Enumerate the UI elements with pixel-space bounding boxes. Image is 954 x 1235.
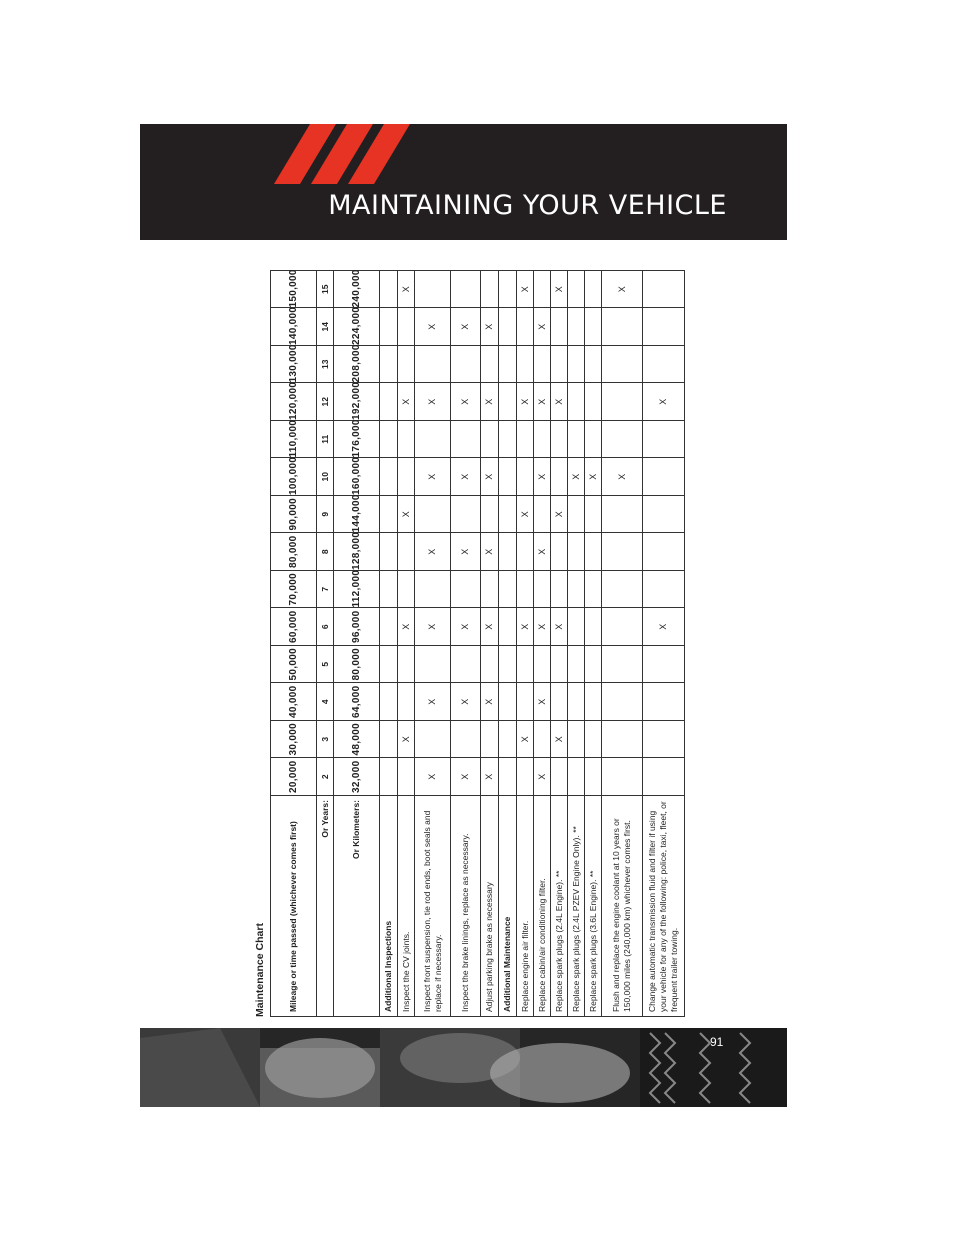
years-value: 6	[317, 608, 334, 646]
maintenance-item-row	[481, 271, 499, 1017]
empty-cell	[585, 646, 602, 684]
service-mark: X	[398, 271, 415, 309]
service-mark: X	[451, 683, 481, 721]
empty-cell	[499, 421, 517, 459]
empty-cell	[380, 383, 398, 421]
miles-value: 150,000	[271, 271, 317, 309]
empty-cell	[643, 683, 685, 721]
service-mark: X	[451, 308, 481, 346]
service-mark: X	[451, 383, 481, 421]
service-mark: X	[415, 308, 451, 346]
empty-cell	[643, 421, 685, 459]
miles-value: 40,000	[271, 683, 317, 721]
service-mark: X	[481, 383, 499, 421]
empty-cell	[517, 421, 534, 459]
empty-cell	[602, 571, 643, 609]
empty-cell	[499, 458, 517, 496]
maintenance-item-label: Replace cabin/air conditioning filter.	[534, 796, 551, 1017]
empty-cell	[398, 421, 415, 459]
years-value: 13	[317, 346, 334, 384]
maintenance-item-label: Adjust parking brake as necessary	[481, 796, 499, 1017]
service-mark: X	[643, 608, 685, 646]
empty-cell	[415, 721, 451, 759]
empty-cell	[499, 571, 517, 609]
years-value: 9	[317, 496, 334, 534]
empty-cell	[517, 458, 534, 496]
empty-cell	[451, 721, 481, 759]
kilometers-value: 32,000	[334, 758, 380, 796]
maintenance-item-row	[551, 271, 568, 1017]
kilometers-value: 160,000	[334, 458, 380, 496]
empty-cell	[585, 758, 602, 796]
empty-cell	[380, 458, 398, 496]
empty-cell	[551, 346, 568, 384]
empty-cell	[568, 608, 585, 646]
empty-cell	[568, 271, 585, 309]
kilometers-value: 176,000	[334, 421, 380, 459]
years-row	[317, 271, 334, 1017]
service-mark: X	[551, 383, 568, 421]
maintenance-item-label: Replace engine air filter.	[517, 796, 534, 1017]
miles-value: 30,000	[271, 721, 317, 759]
miles-value: 100,000	[271, 458, 317, 496]
empty-cell	[534, 271, 551, 309]
empty-cell	[643, 346, 685, 384]
section-title: Additional Maintenance	[499, 796, 517, 1017]
empty-cell	[499, 496, 517, 534]
service-mark: X	[415, 758, 451, 796]
kilometers-row	[334, 271, 380, 1017]
miles-value: 80,000	[271, 533, 317, 571]
empty-cell	[499, 758, 517, 796]
years-value: 7	[317, 571, 334, 609]
empty-cell	[585, 346, 602, 384]
empty-cell	[551, 458, 568, 496]
kilometers-value: 128,000	[334, 533, 380, 571]
empty-cell	[499, 271, 517, 309]
empty-cell	[551, 533, 568, 571]
maintenance-item-label: Replace spark plugs (3.6L Engine). **	[585, 796, 602, 1017]
empty-cell	[568, 646, 585, 684]
empty-cell	[602, 496, 643, 534]
kilometers-value: 240,000	[334, 271, 380, 309]
kilometers-value: 80,000	[334, 646, 380, 684]
maintenance-item-label: Inspect front suspension, tie rod ends, boot seals and replace if necessary.	[415, 796, 451, 1017]
years-value: 5	[317, 646, 334, 684]
years-value: 4	[317, 683, 334, 721]
empty-cell	[451, 346, 481, 384]
empty-cell	[602, 608, 643, 646]
empty-cell	[517, 758, 534, 796]
service-mark: X	[481, 458, 499, 496]
empty-cell	[534, 496, 551, 534]
service-mark: X	[481, 683, 499, 721]
empty-cell	[585, 571, 602, 609]
empty-cell	[415, 646, 451, 684]
empty-cell	[602, 383, 643, 421]
miles-value: 140,000	[271, 308, 317, 346]
years-header-label: Or Years:	[317, 796, 334, 1017]
miles-header-label: Mileage or time passed (whichever comes first)	[271, 796, 317, 1017]
empty-cell	[551, 571, 568, 609]
miles-value: 70,000	[271, 571, 317, 609]
empty-cell	[551, 683, 568, 721]
empty-cell	[398, 646, 415, 684]
empty-cell	[499, 646, 517, 684]
empty-cell	[568, 758, 585, 796]
empty-cell	[415, 271, 451, 309]
empty-cell	[517, 646, 534, 684]
empty-cell	[534, 571, 551, 609]
empty-cell	[380, 608, 398, 646]
empty-cell	[517, 571, 534, 609]
empty-cell	[451, 421, 481, 459]
empty-cell	[380, 271, 398, 309]
brand-stripes-logo	[140, 124, 787, 240]
service-mark: X	[398, 608, 415, 646]
service-mark: X	[415, 608, 451, 646]
service-mark: X	[643, 383, 685, 421]
years-value: 12	[317, 383, 334, 421]
empty-cell	[481, 496, 499, 534]
service-mark: X	[481, 608, 499, 646]
service-mark: X	[551, 496, 568, 534]
maintenance-item-label: Flush and replace the engine coolant at 10 years or 150,000 miles (240,000 km) whichever comes first.	[602, 796, 643, 1017]
empty-cell	[380, 683, 398, 721]
empty-cell	[602, 646, 643, 684]
empty-cell	[643, 308, 685, 346]
maintenance-item-label: Inspect the brake linings, replace as necessary.	[451, 796, 481, 1017]
empty-cell	[534, 721, 551, 759]
chart-title: Maintenance Chart	[254, 923, 266, 1017]
service-mark: X	[398, 496, 415, 534]
empty-cell	[380, 346, 398, 384]
page-number: 91	[710, 1035, 724, 1049]
maintenance-item-label: Replace spark plugs (2.4L PZEV Engine Only). **	[568, 796, 585, 1017]
empty-cell	[585, 421, 602, 459]
service-mark: X	[534, 683, 551, 721]
years-value: 3	[317, 721, 334, 759]
service-mark: X	[551, 271, 568, 309]
empty-cell	[499, 683, 517, 721]
service-mark: X	[415, 458, 451, 496]
empty-cell	[415, 496, 451, 534]
empty-cell	[380, 571, 398, 609]
empty-cell	[602, 533, 643, 571]
empty-cell	[451, 271, 481, 309]
miles-value: 120,000	[271, 383, 317, 421]
empty-cell	[551, 308, 568, 346]
service-mark: X	[534, 383, 551, 421]
miles-value: 110,000	[271, 421, 317, 459]
empty-cell	[602, 421, 643, 459]
kilometers-value: 64,000	[334, 683, 380, 721]
maintenance-item-label: Replace spark plugs (2.4L Engine). **	[551, 796, 568, 1017]
empty-cell	[398, 571, 415, 609]
service-mark: X	[517, 271, 534, 309]
service-mark: X	[602, 271, 643, 309]
service-mark: X	[415, 383, 451, 421]
kilometers-value: 208,000	[334, 346, 380, 384]
maintenance-item-row	[568, 271, 585, 1017]
miles-row	[271, 271, 317, 1017]
empty-cell	[481, 271, 499, 309]
maintenance-item-row	[643, 271, 685, 1017]
years-value: 11	[317, 421, 334, 459]
empty-cell	[481, 421, 499, 459]
empty-cell	[380, 646, 398, 684]
empty-cell	[499, 346, 517, 384]
empty-cell	[499, 383, 517, 421]
years-value: 2	[317, 758, 334, 796]
empty-cell	[568, 421, 585, 459]
empty-cell	[517, 683, 534, 721]
kilometers-value: 224,000	[334, 308, 380, 346]
empty-cell	[451, 646, 481, 684]
empty-cell	[481, 721, 499, 759]
footer-photo	[140, 1028, 787, 1107]
empty-cell	[380, 721, 398, 759]
empty-cell	[568, 308, 585, 346]
service-mark: X	[534, 458, 551, 496]
kilometers-value: 144,000	[334, 496, 380, 534]
maintenance-chart	[251, 271, 677, 1017]
maintenance-item-row	[585, 271, 602, 1017]
empty-cell	[602, 346, 643, 384]
years-value: 15	[317, 271, 334, 309]
maintenance-table	[270, 270, 685, 1017]
empty-cell	[643, 721, 685, 759]
empty-cell	[499, 533, 517, 571]
empty-cell	[451, 571, 481, 609]
years-value: 14	[317, 308, 334, 346]
empty-cell	[534, 646, 551, 684]
kilometers-header-label: Or Kilometers:	[334, 796, 380, 1017]
empty-cell	[585, 496, 602, 534]
service-mark: X	[415, 683, 451, 721]
service-mark: X	[451, 608, 481, 646]
empty-cell	[534, 421, 551, 459]
service-mark: X	[398, 721, 415, 759]
empty-cell	[398, 346, 415, 384]
empty-cell	[602, 721, 643, 759]
service-mark: X	[517, 383, 534, 421]
service-mark: X	[551, 608, 568, 646]
empty-cell	[585, 308, 602, 346]
maintenance-item-label: Change automatic transmission fluid and filter if using your vehicle for any of the following: police, taxi, fleet, or frequent trailer towing.	[643, 796, 685, 1017]
empty-cell	[398, 458, 415, 496]
empty-cell	[551, 758, 568, 796]
empty-cell	[481, 346, 499, 384]
empty-cell	[585, 683, 602, 721]
empty-cell	[585, 383, 602, 421]
maintenance-item-label: Inspect the CV joints.	[398, 796, 415, 1017]
maintenance-item-row	[534, 271, 551, 1017]
section-title: Additional Inspections	[380, 796, 398, 1017]
empty-cell	[643, 646, 685, 684]
empty-cell	[643, 571, 685, 609]
empty-cell	[568, 496, 585, 534]
maintenance-item-row	[415, 271, 451, 1017]
empty-cell	[517, 533, 534, 571]
empty-cell	[481, 646, 499, 684]
empty-cell	[415, 346, 451, 384]
service-mark: X	[551, 721, 568, 759]
empty-cell	[643, 458, 685, 496]
miles-value: 130,000	[271, 346, 317, 384]
miles-value: 90,000	[271, 496, 317, 534]
empty-cell	[398, 533, 415, 571]
page-title: MAINTAINING YOUR VEHICLE	[328, 190, 727, 221]
empty-cell	[451, 496, 481, 534]
empty-cell	[517, 346, 534, 384]
years-value: 10	[317, 458, 334, 496]
miles-value: 60,000	[271, 608, 317, 646]
service-mark: X	[398, 383, 415, 421]
service-mark: X	[517, 608, 534, 646]
empty-cell	[499, 721, 517, 759]
service-mark: X	[481, 533, 499, 571]
miles-value: 20,000	[271, 758, 317, 796]
empty-cell	[643, 758, 685, 796]
section-header	[140, 124, 787, 240]
empty-cell	[568, 383, 585, 421]
maintenance-item-row	[451, 271, 481, 1017]
service-mark: X	[451, 533, 481, 571]
empty-cell	[398, 758, 415, 796]
section-header-row	[499, 271, 517, 1017]
service-mark: X	[534, 608, 551, 646]
empty-cell	[380, 758, 398, 796]
empty-cell	[517, 308, 534, 346]
maintenance-item-row	[517, 271, 534, 1017]
years-value: 8	[317, 533, 334, 571]
service-mark: X	[602, 458, 643, 496]
service-mark: X	[534, 533, 551, 571]
empty-cell	[643, 533, 685, 571]
kilometers-value: 48,000	[334, 721, 380, 759]
service-mark: X	[534, 758, 551, 796]
empty-cell	[398, 308, 415, 346]
service-mark: X	[568, 458, 585, 496]
miles-value: 50,000	[271, 646, 317, 684]
kilometers-value: 192,000	[334, 383, 380, 421]
service-mark: X	[481, 308, 499, 346]
kilometers-value: 112,000	[334, 571, 380, 609]
empty-cell	[568, 571, 585, 609]
maintenance-item-row	[398, 271, 415, 1017]
empty-cell	[398, 683, 415, 721]
service-mark: X	[585, 458, 602, 496]
empty-cell	[602, 683, 643, 721]
service-mark: X	[517, 496, 534, 534]
service-mark: X	[451, 458, 481, 496]
empty-cell	[568, 721, 585, 759]
empty-cell	[585, 271, 602, 309]
empty-cell	[551, 646, 568, 684]
empty-cell	[585, 608, 602, 646]
footer-photo-art	[140, 1028, 787, 1107]
empty-cell	[551, 421, 568, 459]
empty-cell	[415, 571, 451, 609]
empty-cell	[380, 533, 398, 571]
empty-cell	[643, 496, 685, 534]
empty-cell	[643, 271, 685, 309]
empty-cell	[568, 683, 585, 721]
empty-cell	[585, 533, 602, 571]
empty-cell	[568, 346, 585, 384]
empty-cell	[481, 571, 499, 609]
section-header-row	[380, 271, 398, 1017]
empty-cell	[380, 496, 398, 534]
empty-cell	[602, 758, 643, 796]
service-mark: X	[481, 758, 499, 796]
empty-cell	[602, 308, 643, 346]
empty-cell	[585, 721, 602, 759]
service-mark: X	[517, 721, 534, 759]
kilometers-value: 96,000	[334, 608, 380, 646]
service-mark: X	[451, 758, 481, 796]
empty-cell	[568, 533, 585, 571]
service-mark: X	[534, 308, 551, 346]
maintenance-item-row	[602, 271, 643, 1017]
empty-cell	[415, 421, 451, 459]
empty-cell	[499, 308, 517, 346]
empty-cell	[499, 608, 517, 646]
empty-cell	[380, 421, 398, 459]
service-mark: X	[415, 533, 451, 571]
empty-cell	[534, 346, 551, 384]
empty-cell	[380, 308, 398, 346]
